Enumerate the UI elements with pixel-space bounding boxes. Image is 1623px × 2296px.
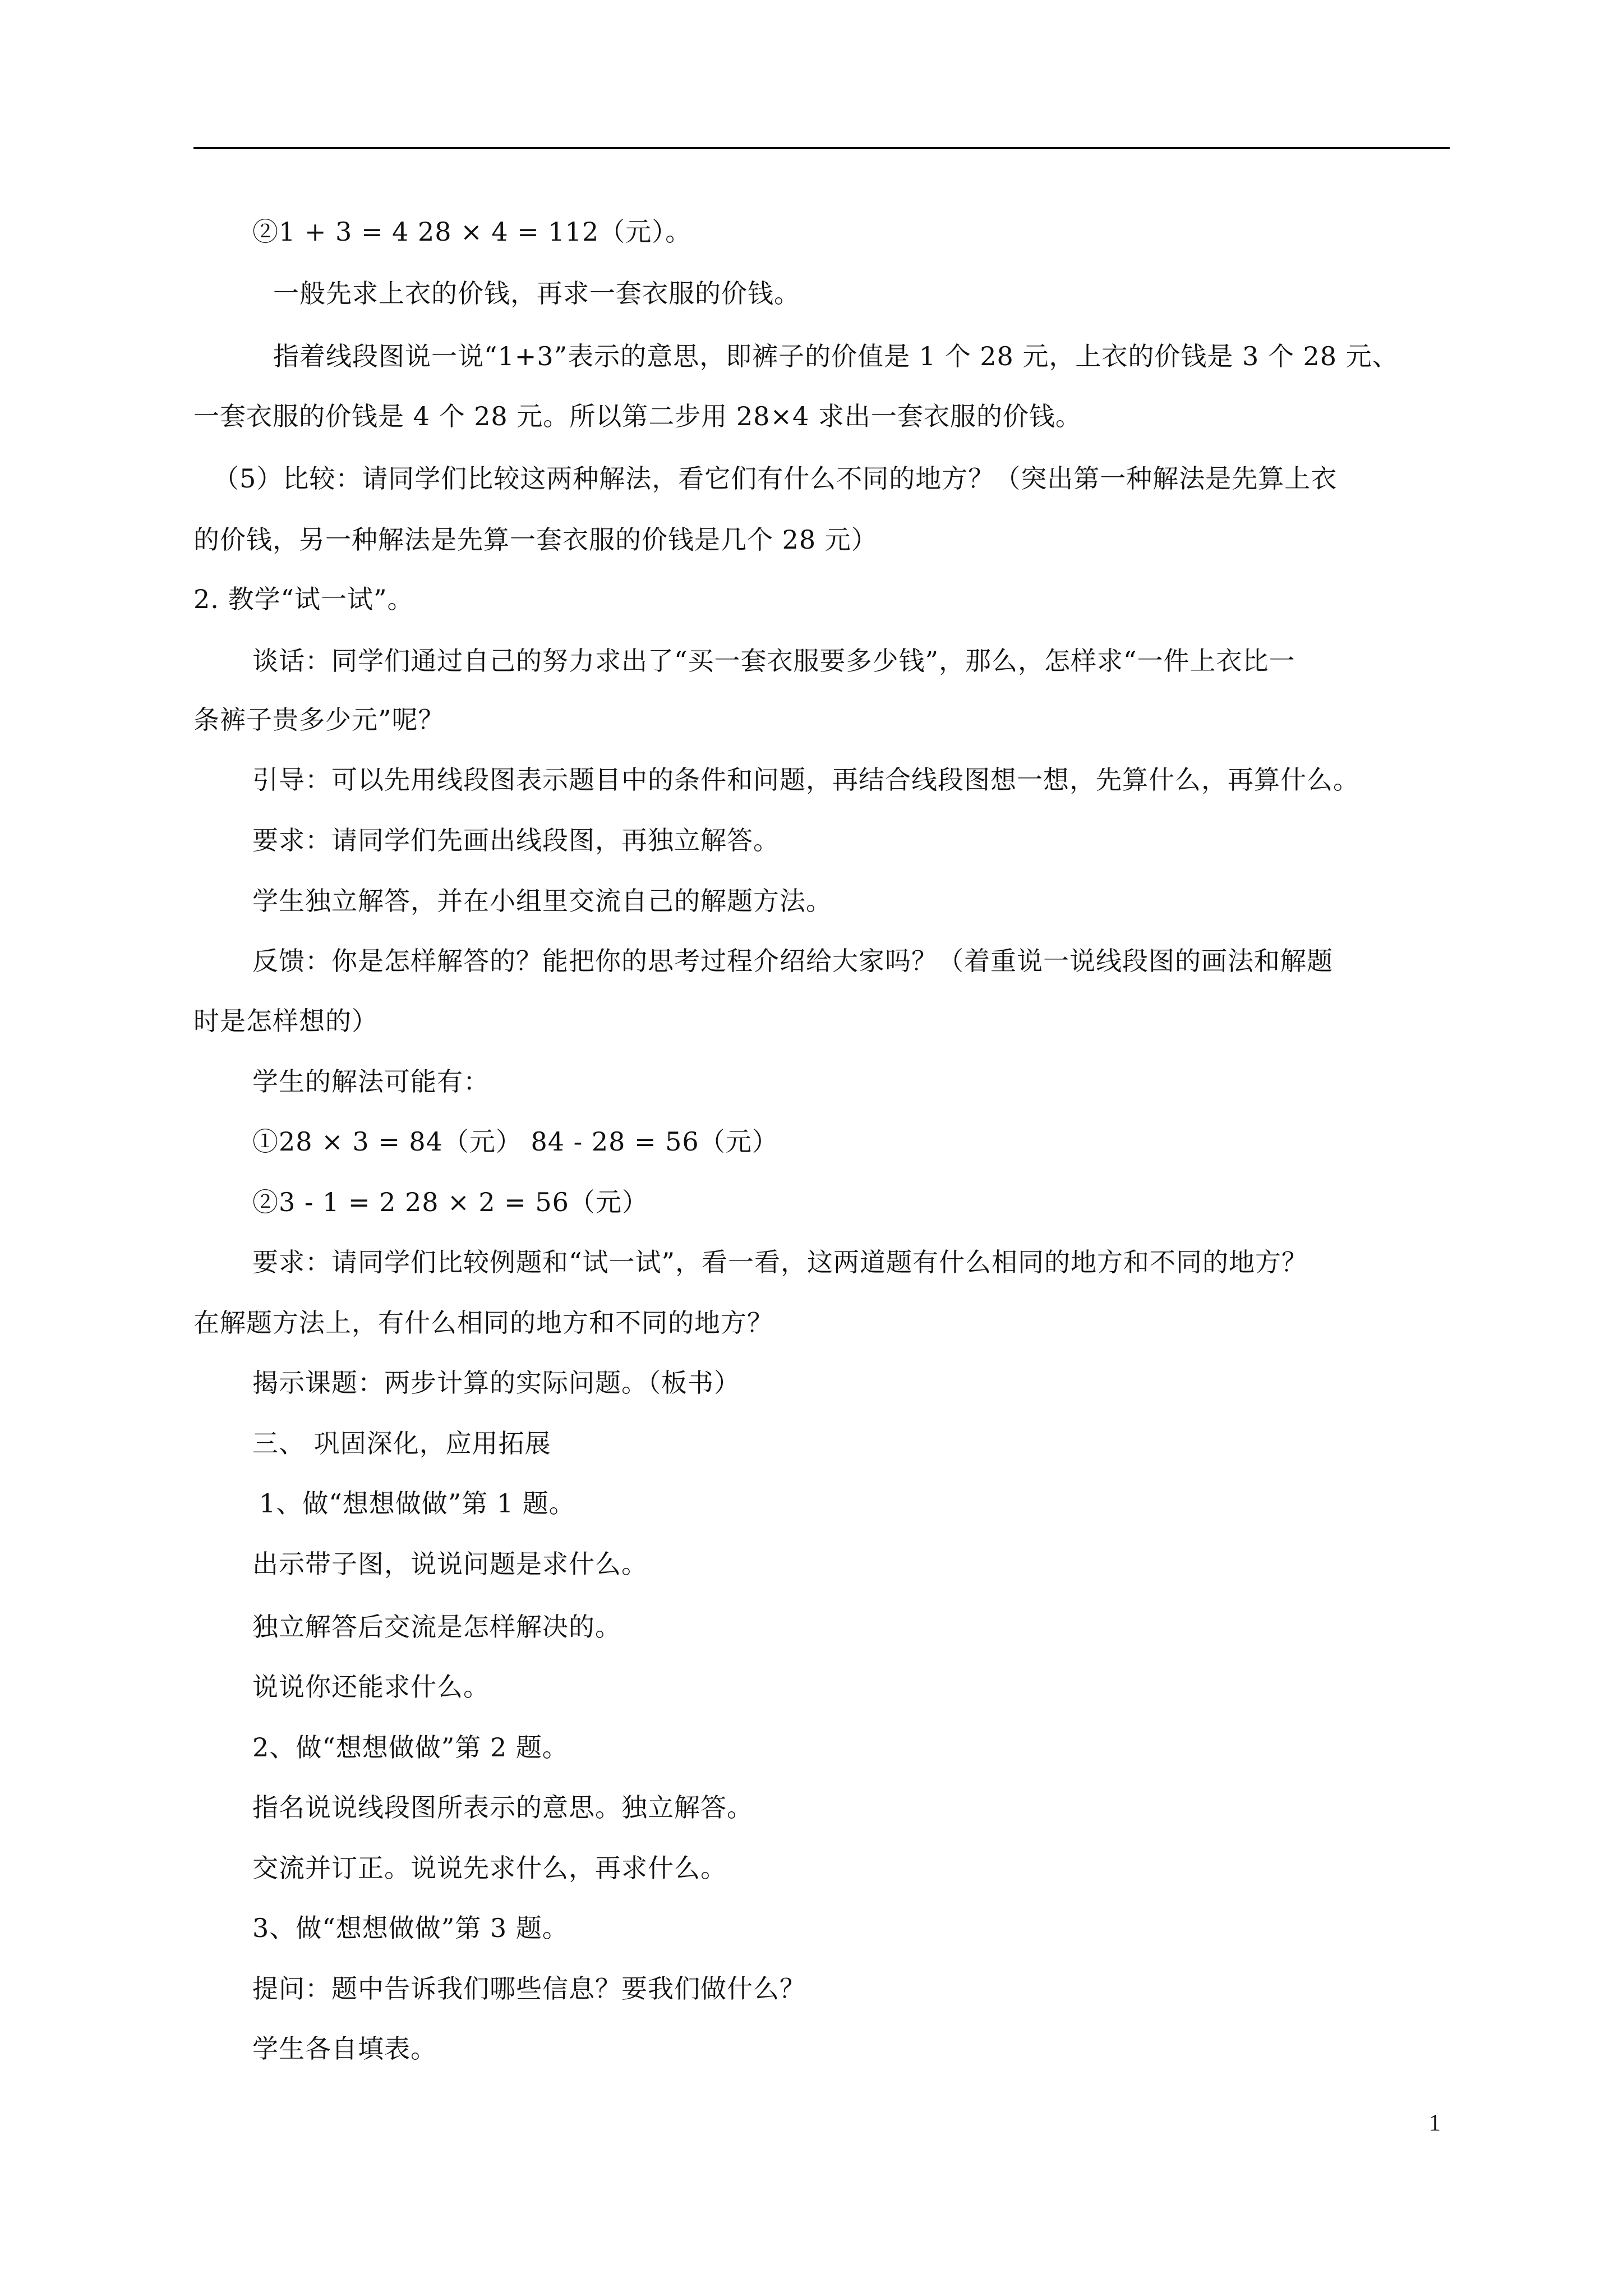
text-line: 谈话：同学们通过自己的努力求出了“买一套衣服要多少钱”，那么，怎样求“一件上衣比一 [252,646,1295,676]
text-line: 反馈：你是怎样解答的？能把你的思考过程介绍给大家吗？（着重说一说线段图的画法和解题 [252,946,1333,976]
text-line: （5）比较：请同学们比较这两种解法，看它们有什么不同的地方？（突出第一种解法是先算上衣 [213,463,1338,494]
text-line: ②1 + 3 = 4 28 × 4 = 112（元）。 [252,217,692,247]
text-line: 一套衣服的价钱是 4 个 28 元。所以第二步用 28×4 求出一套衣服的价钱。 [193,401,1082,431]
page-number: 1 [1429,2110,1441,2136]
text-line: 条裤子贵多少元”呢？ [193,705,445,735]
text-line: 指着线段图说一说“1+3”表示的意思，即裤子的价值是 1 个 28 元，上衣的价钱是 3 个 28 元、 [273,341,1399,371]
text-line: 学生各自填表。 [252,2033,437,2064]
text-line: 要求：请同学们比较例题和“试一试”，看一看，这两道题有什么相同的地方和不同的地方？ [252,1247,1308,1277]
text-line: 一般先求上衣的价钱，再求一套衣服的价钱。 [273,278,800,309]
text-line: 时是怎样想的） [193,1006,378,1036]
text-line: 交流并订正。说说先求什么，再求什么。 [252,1853,727,1883]
formula-line: ①28 × 3 = 84（元） 84 - 28 = 56（元） [252,1126,778,1157]
text-line: 提问：题中告诉我们哪些信息？要我们做什么？ [252,1973,806,2004]
text-line: 的价钱，另一种解法是先算一套衣服的价钱是几个 28 元） [193,524,878,555]
text-line: 揭示课题：两步计算的实际问题。（板书） [252,1368,740,1398]
header-rule [193,147,1450,149]
text-line: 说说你还能求什么。 [252,1672,490,1702]
text-line: 引导：可以先用线段图表示题目中的条件和问题，再结合线段图想一想，先算什么，再算什么。 [252,765,1359,795]
formula-line: ②3 - 1 = 2 28 × 2 = 56（元） [252,1187,648,1217]
text-line: 3、做“想想做做”第 3 题。 [252,1913,569,1943]
text-line: 出示带子图，说说问题是求什么。 [252,1549,648,1579]
text-line: 独立解答后交流是怎样解决的。 [252,1612,621,1642]
text-line: 指名说说线段图所表示的意思。独立解答。 [252,1792,753,1823]
text-line: 学生的解法可能有： [252,1066,490,1097]
text-line: 在解题方法上，有什么相同的地方和不同的地方？ [193,1308,773,1338]
section-heading: 三、 巩固深化，应用拓展 [252,1428,551,1458]
text-line: 要求：请同学们先画出线段图，再独立解答。 [252,825,780,855]
text-line: 2、做“想想做做”第 2 题。 [252,1732,569,1763]
text-line: 1、做“想想做做”第 1 题。 [259,1488,575,1519]
text-line: 学生独立解答，并在小组里交流自己的解题方法。 [252,886,832,916]
section-heading: 2. 教学“试一试”。 [193,584,414,614]
